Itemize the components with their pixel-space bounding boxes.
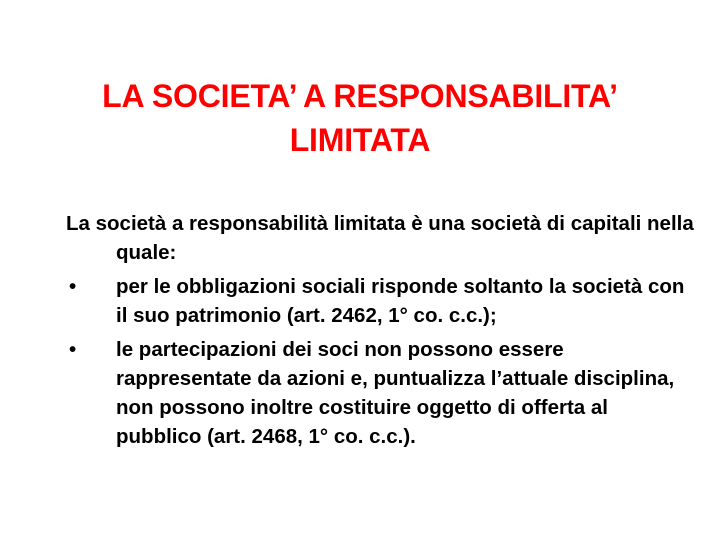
bullet-list bbox=[66, 272, 696, 451]
slide-title-line-2: LIMITATA bbox=[289, 122, 431, 158]
intro-paragraph: La società a responsabilità limitata è una società di capitali nella quale: bbox=[66, 212, 694, 264]
bullet-text: le partecipazioni dei soci non possono essere rappresentate da azioni e, puntualizza l’attuale disciplina, non possono inoltre costituire oggetto di offerta al pubblico (art. 2468, 1° co. c.c.). bbox=[116, 338, 675, 448]
bullet-dot-icon: • bbox=[69, 338, 77, 361]
bullet-dot-icon: • bbox=[69, 275, 77, 298]
bullet-item bbox=[66, 335, 696, 451]
slide-body bbox=[66, 209, 696, 456]
bullet-text: per le obbligazioni sociali risponde soltanto la società con il suo patrimonio (art. 2462, 1° co. c.c.); bbox=[116, 275, 685, 327]
slide-title-line-1: LA SOCIETA’ A RESPONSABILITA’ bbox=[102, 78, 618, 114]
slide-title bbox=[40, 74, 680, 162]
bullet-item bbox=[66, 272, 696, 330]
